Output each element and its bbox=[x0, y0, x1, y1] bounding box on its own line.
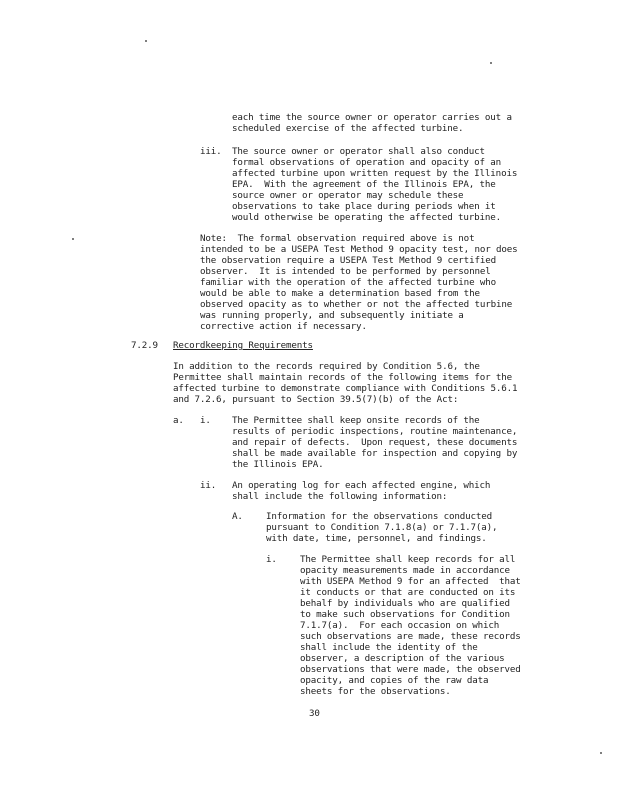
item-label: i. bbox=[266, 554, 277, 565]
page-number: 30 bbox=[309, 708, 320, 719]
scan-speck bbox=[145, 40, 147, 42]
item-label: iii. bbox=[200, 146, 222, 157]
text-line: corrective action if necessary. bbox=[200, 321, 367, 332]
text-line: to make such observations for Condition bbox=[300, 609, 510, 620]
text-line: with USEPA Method 9 for an affected that bbox=[300, 576, 521, 587]
text-line: with date, time, personnel, and findings. bbox=[266, 533, 487, 544]
text-line: observer, a description of the various bbox=[300, 653, 505, 664]
text-line: was running properly, and subsequently initiate a bbox=[200, 310, 464, 321]
scan-speck bbox=[490, 62, 492, 64]
text-line: opacity, and copies of the raw data bbox=[300, 675, 489, 686]
text-line: observations to take place during periods when it bbox=[232, 201, 496, 212]
section-number: 7.2.9 bbox=[131, 340, 158, 351]
text-line: such observations are made, these records bbox=[300, 631, 521, 642]
text-line: observed opacity as to whether or not the affected turbine bbox=[200, 299, 513, 310]
text-line: Permittee shall maintain records of the following items for the bbox=[173, 372, 513, 383]
text-line: and repair of defects. Upon request, these documents bbox=[232, 437, 518, 448]
text-line: and 7.2.6, pursuant to Section 39.5(7)(b) of the Act: bbox=[173, 394, 459, 405]
item-label: A. bbox=[232, 511, 243, 522]
text-line: affected turbine upon written request by the Illinois bbox=[232, 168, 518, 179]
text-line: would be able to make a determination based from the bbox=[200, 288, 480, 299]
item-label: ii. bbox=[200, 480, 217, 491]
text-line: it conducts or that are conducted on its bbox=[300, 587, 516, 598]
text-line: source owner or operator may schedule these bbox=[232, 190, 464, 201]
text-line: observations that were made, the observed bbox=[300, 664, 521, 675]
text-line: Note: The formal observation required above is not bbox=[200, 233, 475, 244]
text-line: 7.1.7(a). For each occasion on which bbox=[300, 620, 500, 631]
text-line: scheduled exercise of the affected turbine. bbox=[232, 123, 464, 134]
text-line: pursuant to Condition 7.1.8(a) or 7.1.7(a), bbox=[266, 522, 498, 533]
text-line: the observation require a USEPA Test Method 9 certified bbox=[200, 255, 496, 266]
scan-speck bbox=[72, 238, 74, 240]
text-line: observer. It is intended to be performed by personnel bbox=[200, 266, 491, 277]
text-line: the Illinois EPA. bbox=[232, 459, 324, 470]
text-line: opacity measurements made in accordance bbox=[300, 565, 510, 576]
text-line: formal observations of operation and opacity of an bbox=[232, 157, 502, 168]
section-title: Recordkeeping Requirements bbox=[173, 340, 313, 351]
text-line: The Permittee shall keep records for all bbox=[300, 554, 516, 565]
scan-speck bbox=[600, 752, 602, 754]
text-line: affected turbine to demonstrate compliance with Conditions 5.6.1 bbox=[173, 383, 518, 394]
text-line: shall include the following information: bbox=[232, 491, 448, 502]
text-line: behalf by individuals who are qualified bbox=[300, 598, 510, 609]
text-line: shall be made available for inspection and copying by bbox=[232, 448, 518, 459]
text-line: An operating log for each affected engine, which bbox=[232, 480, 491, 491]
text-line: each time the source owner or operator carries out a bbox=[232, 112, 512, 123]
text-line: In addition to the records required by Condition 5.6, the bbox=[173, 361, 480, 372]
item-label: a. bbox=[173, 415, 184, 426]
text-line: EPA. With the agreement of the Illinois EPA, the bbox=[232, 179, 496, 190]
text-line: intended to be a USEPA Test Method 9 opacity test, nor does bbox=[200, 244, 518, 255]
text-line: sheets for the observations. bbox=[300, 686, 451, 697]
text-line: The source owner or operator shall also conduct bbox=[232, 146, 485, 157]
item-label: i. bbox=[200, 415, 211, 426]
text-line: would otherwise be operating the affected turbine. bbox=[232, 212, 502, 223]
text-line: shall include the identity of the bbox=[300, 642, 478, 653]
text-line: results of periodic inspections, routine maintenance, bbox=[232, 426, 518, 437]
text-line: familiar with the operation of the affected turbine who bbox=[200, 277, 496, 288]
text-line: Information for the observations conducted bbox=[266, 511, 493, 522]
text-line: The Permittee shall keep onsite records of the bbox=[232, 415, 480, 426]
